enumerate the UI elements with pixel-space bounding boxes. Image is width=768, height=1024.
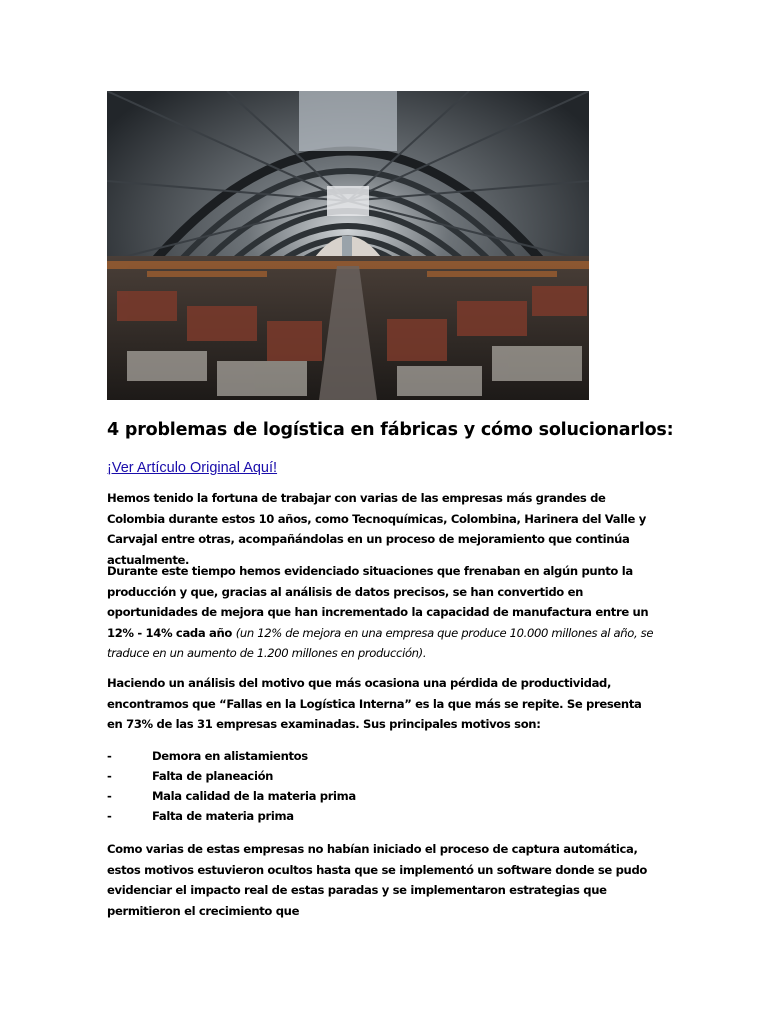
list-item-marker: - — [107, 769, 112, 783]
article-title: 4 problemas de logística en fábricas y cómo solucionarlos: — [107, 420, 674, 440]
market-hall-photo — [107, 91, 589, 400]
list-item-marker: - — [107, 809, 112, 823]
paragraph-analysis: Haciendo un análisis del motivo que más ocasiona una pérdida de productividad, encontramos que “Fallas en la Logística Interna” es la que más se repite. Se presenta en 73% de las 31 empresas examinadas. Sus principales motivos son: — [107, 676, 642, 731]
market-hall-illustration — [107, 91, 589, 400]
list-item — [107, 746, 356, 766]
list-item-marker: - — [107, 749, 112, 763]
original-article-link[interactable]: ¡Ver Artículo Original Aquí! — [107, 460, 278, 476]
list-item-text: Falta de materia prima — [152, 809, 294, 823]
paragraph-software: Como varias de estas empresas no habían iniciado el proceso de captura automática, estos motivos estuvieron ocultos hasta que se implementó un software donde se pudo evidenciar el impacto real de estas paradas y se implementaron estrategias que permitieron el crecimiento que — [107, 842, 648, 918]
list-item-text: Demora en alistamientos — [152, 749, 308, 763]
list-item — [107, 806, 356, 826]
paragraph-improvement — [107, 561, 659, 664]
list-item-text: Falta de planeación — [152, 769, 274, 783]
paragraph-improvement-bold: Durante este tiempo hemos evidenciado situaciones que frenaban en algún punto la producción y que, gracias al análisis de datos precisos, se han convertido en oportunidades de mejora que han incrementado la capacidad de manufactura entre un 12% - 14% cada año — [107, 564, 649, 640]
paragraph-intro: Hemos tenido la fortuna de trabajar con varias de las empresas más grandes de Colombia durante estos 10 años, como Tecnoquímicas, Colombina, Harinera del Valle y Carvajal entre otras, acompañándolas en un proceso de mejoramiento que continúa actualmente. — [107, 491, 646, 567]
paragraph-improvement-italic: (un 12% de mejora en una empresa que produce 10.000 millones al año, se traduce en un aumento de 1.200 millones en producción). — [107, 625, 654, 660]
list-item — [107, 766, 356, 786]
list-item-marker: - — [107, 789, 112, 803]
list-item — [107, 786, 356, 806]
causes-list — [107, 746, 356, 826]
list-item-text: Mala calidad de la materia prima — [152, 789, 356, 803]
